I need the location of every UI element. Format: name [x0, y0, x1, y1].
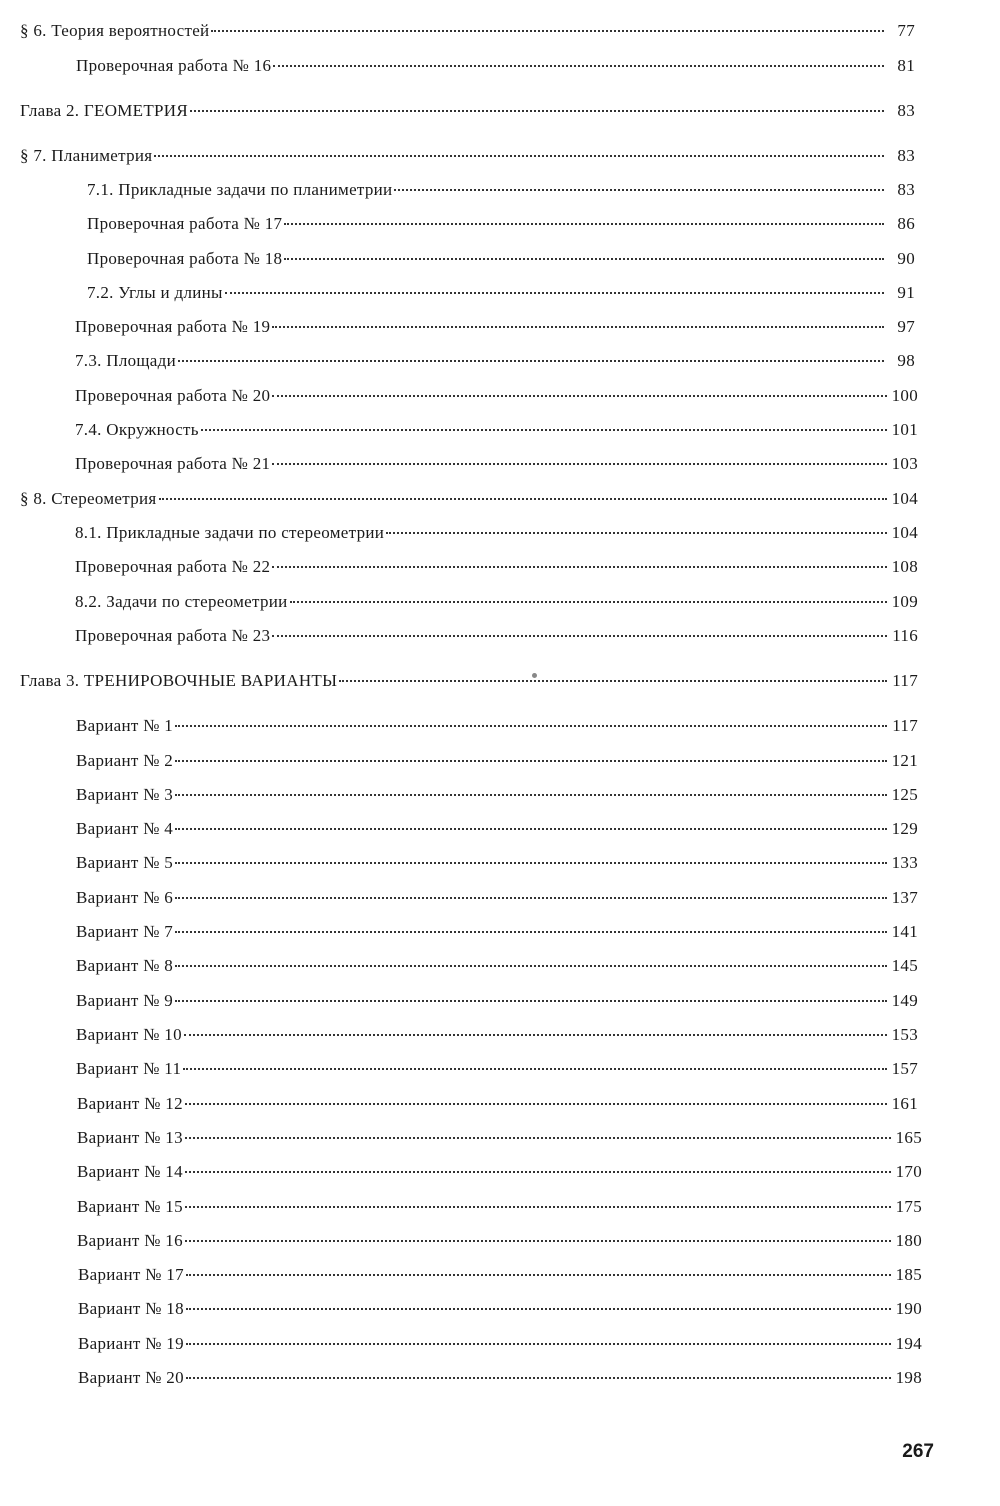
toc-entry-title: Вариант № 17	[78, 1265, 184, 1284]
toc-entry-subsection-7-2[interactable]	[87, 282, 915, 304]
toc-entry-page: 116	[892, 626, 918, 645]
toc-entry-variant-19[interactable]	[78, 1333, 922, 1355]
dot-leader	[272, 566, 887, 568]
toc-entry-page: 198	[895, 1368, 922, 1387]
toc-entry-page: 133	[891, 853, 918, 872]
toc-entry-title: Проверочная работа № 22	[75, 557, 271, 576]
dot-leader	[186, 1377, 891, 1379]
toc-entry-page: 100	[891, 386, 918, 405]
toc-entry-test-20[interactable]	[75, 385, 918, 407]
toc-entry-title: Вариант № 19	[78, 1334, 184, 1353]
toc-entry-subsection-7-1[interactable]	[87, 179, 915, 201]
toc-entry-page: 98	[897, 351, 915, 370]
dot-leader	[186, 1343, 891, 1345]
toc-entry-title: Глава 3. ТРЕНИРОВОЧНЫЕ ВАРИАНТЫ	[20, 671, 338, 690]
toc-entry-page: 149	[891, 991, 918, 1010]
toc-entry-subsection-7-3[interactable]	[75, 350, 915, 372]
dot-leader	[185, 1240, 891, 1242]
toc-entry-page: 83	[897, 146, 915, 165]
toc-entry-title: § 7. Планиметрия	[20, 146, 153, 165]
toc-entry-variant-10[interactable]	[76, 1024, 918, 1046]
toc-entry-title: Вариант № 9	[76, 991, 174, 1010]
toc-entry-title: Вариант № 7	[76, 922, 174, 941]
toc-entry-variant-9[interactable]	[76, 990, 918, 1012]
dot-leader	[339, 680, 887, 682]
toc-entry-title: Вариант № 20	[78, 1368, 184, 1387]
dot-leader	[273, 65, 884, 67]
toc-entry-chapter-3[interactable]	[20, 670, 918, 692]
toc-entry-title: Вариант № 1	[76, 716, 174, 735]
toc-entry-title: Проверочная работа № 18	[87, 249, 283, 268]
toc-entry-test-18[interactable]	[87, 248, 915, 270]
toc-entry-page: 137	[891, 888, 918, 907]
toc-entry-page: 153	[891, 1025, 918, 1044]
toc-entry-variant-2[interactable]	[76, 750, 918, 772]
toc-entry-subsection-7-4[interactable]	[75, 419, 918, 441]
dot-leader	[175, 965, 887, 967]
toc-entry-title: Проверочная работа № 21	[75, 454, 271, 473]
toc-entry-page: 125	[891, 785, 918, 804]
toc-entry-page: 104	[891, 523, 918, 542]
dot-leader	[185, 1171, 891, 1173]
dot-leader	[175, 862, 887, 864]
dot-leader	[272, 635, 887, 637]
toc-entry-title: Глава 2. ГЕОМЕТРИЯ	[20, 101, 189, 120]
dot-leader	[175, 725, 887, 727]
toc-entry-page: 117	[892, 671, 918, 690]
dot-leader	[272, 326, 884, 328]
toc-entry-page: 90	[897, 249, 915, 268]
toc-entry-page: 175	[895, 1197, 922, 1216]
toc-entry-page: 104	[891, 489, 918, 508]
toc-entry-variant-16[interactable]	[77, 1230, 922, 1252]
dot-leader	[175, 794, 887, 796]
toc-entry-page: 83	[897, 101, 915, 120]
toc-entry-page: 141	[891, 922, 918, 941]
toc-entry-page: 161	[891, 1094, 918, 1113]
toc-entry-page: 77	[897, 21, 915, 40]
dot-leader	[284, 223, 884, 225]
toc-entry-page: 194	[895, 1334, 922, 1353]
toc-entry-variant-14[interactable]	[77, 1161, 922, 1183]
toc-entry-variant-3[interactable]	[76, 784, 918, 806]
toc-entry-title: Проверочная работа № 23	[75, 626, 271, 645]
dot-leader	[272, 395, 887, 397]
toc-entry-page: 83	[897, 180, 915, 199]
toc-entry-variant-5[interactable]	[76, 852, 918, 874]
toc-entry-variant-12[interactable]	[77, 1093, 918, 1115]
dot-leader	[175, 828, 887, 830]
dot-leader	[184, 1034, 887, 1036]
dot-leader	[175, 760, 887, 762]
page-number: 267	[902, 1441, 934, 1462]
toc-entry-title: Вариант № 6	[76, 888, 174, 907]
dot-leader	[394, 189, 884, 191]
toc-entry-page: 97	[897, 317, 915, 336]
toc-entry-variant-17[interactable]	[78, 1264, 922, 1286]
toc-entry-title: Проверочная работа № 20	[75, 386, 271, 405]
toc-entry-title: 7.3. Площади	[75, 351, 176, 370]
toc-entry-title: Вариант № 4	[76, 819, 174, 838]
scan-speck	[532, 673, 537, 678]
toc-entry-title: 8.1. Прикладные задачи по стереометрии	[75, 523, 385, 542]
toc-entry-title: § 6. Теория вероятностей	[20, 21, 210, 40]
dot-leader	[175, 931, 887, 933]
toc-entry-variant-20[interactable]	[78, 1367, 922, 1389]
toc-entry-page: 121	[891, 751, 918, 770]
dot-leader	[175, 897, 887, 899]
dot-leader	[186, 1274, 891, 1276]
toc-entry-page: 190	[895, 1299, 922, 1318]
dot-leader	[185, 1103, 887, 1105]
toc-entry-variant-7[interactable]	[76, 921, 918, 943]
toc-entry-test-17[interactable]	[87, 213, 915, 235]
toc-entry-page: 109	[891, 592, 918, 611]
toc-entry-variant-6[interactable]	[76, 887, 918, 909]
toc-entry-page: 157	[891, 1059, 918, 1078]
toc-entry-section-6[interactable]	[20, 20, 915, 42]
toc-entry-variant-15[interactable]	[77, 1196, 922, 1218]
toc-entry-subsection-8-2[interactable]	[75, 591, 918, 613]
toc-entry-page: 145	[891, 956, 918, 975]
dot-leader	[185, 1206, 891, 1208]
toc-entry-title: Вариант № 14	[77, 1162, 183, 1181]
toc-entry-title: Вариант № 16	[77, 1231, 183, 1250]
toc-entry-title: Вариант № 3	[76, 785, 174, 804]
toc-entry-title: 7.4. Окружность	[75, 420, 199, 439]
toc-entry-page: 185	[895, 1265, 922, 1284]
toc-entry-variant-13[interactable]	[77, 1127, 922, 1149]
dot-leader	[225, 292, 884, 294]
toc-entry-page: 117	[892, 716, 918, 735]
toc-entry-title: Вариант № 11	[76, 1059, 182, 1078]
toc-entry-page: 103	[891, 454, 918, 473]
toc-entry-title: 8.2. Задачи по стереометрии	[75, 592, 288, 611]
toc-entry-title: Вариант № 8	[76, 956, 174, 975]
toc-entry-title: Проверочная работа № 17	[87, 214, 283, 233]
dot-leader	[284, 258, 884, 260]
toc-entry-variant-1[interactable]	[76, 715, 918, 737]
toc-entry-title: § 8. Стереометрия	[20, 489, 157, 508]
toc-entry-title: 7.1. Прикладные задачи по планиметрии	[87, 180, 393, 199]
dot-leader	[290, 601, 887, 603]
toc-entry-page: 101	[891, 420, 918, 439]
dot-leader	[211, 30, 884, 32]
toc-entry-test-16[interactable]	[76, 55, 915, 77]
toc-entry-variant-18[interactable]	[78, 1298, 922, 1320]
dot-leader	[201, 429, 887, 431]
toc-entry-title: Вариант № 15	[77, 1197, 183, 1216]
toc-entry-section-8[interactable]	[20, 488, 918, 510]
toc-entry-title: Вариант № 5	[76, 853, 174, 872]
dot-leader	[272, 463, 887, 465]
toc-entry-page: 180	[895, 1231, 922, 1250]
toc-entry-page: 91	[897, 283, 915, 302]
dot-leader	[185, 1137, 891, 1139]
toc-entry-title: 7.2. Углы и длины	[87, 283, 223, 302]
dot-leader	[159, 498, 887, 500]
toc-entry-subsection-8-1[interactable]	[75, 522, 918, 544]
toc-entry-variant-8[interactable]	[76, 955, 918, 977]
toc-entry-title: Вариант № 10	[76, 1025, 182, 1044]
dot-leader	[190, 110, 884, 112]
toc-entry-page: 81	[897, 56, 915, 75]
dot-leader	[175, 1000, 887, 1002]
toc-entry-title: Вариант № 18	[78, 1299, 184, 1318]
dot-leader	[186, 1308, 891, 1310]
toc-entry-title: Вариант № 13	[77, 1128, 183, 1147]
toc-entry-test-21[interactable]	[75, 453, 918, 475]
toc-entry-page: 129	[891, 819, 918, 838]
toc-entry-title: Проверочная работа № 19	[75, 317, 271, 336]
toc-entry-test-22[interactable]	[75, 556, 918, 578]
dot-leader	[178, 360, 884, 362]
toc-entry-test-19[interactable]	[75, 316, 915, 338]
toc-entry-title: Вариант № 2	[76, 751, 174, 770]
toc-entry-test-23[interactable]	[75, 625, 918, 647]
dot-leader	[183, 1068, 887, 1070]
dot-leader	[386, 532, 887, 534]
toc-entry-page: 86	[897, 214, 915, 233]
toc-entry-title: Вариант № 12	[77, 1094, 183, 1113]
dot-leader	[154, 155, 884, 157]
toc-entry-chapter-2[interactable]	[20, 100, 915, 122]
toc-entry-variant-11[interactable]	[76, 1058, 918, 1080]
toc-entry-page: 108	[891, 557, 918, 576]
toc-entry-variant-4[interactable]	[76, 818, 918, 840]
toc-entry-section-7[interactable]	[20, 145, 915, 167]
toc-entry-page: 165	[895, 1128, 922, 1147]
toc-entry-page: 170	[895, 1162, 922, 1181]
toc-entry-title: Проверочная работа № 16	[76, 56, 272, 75]
